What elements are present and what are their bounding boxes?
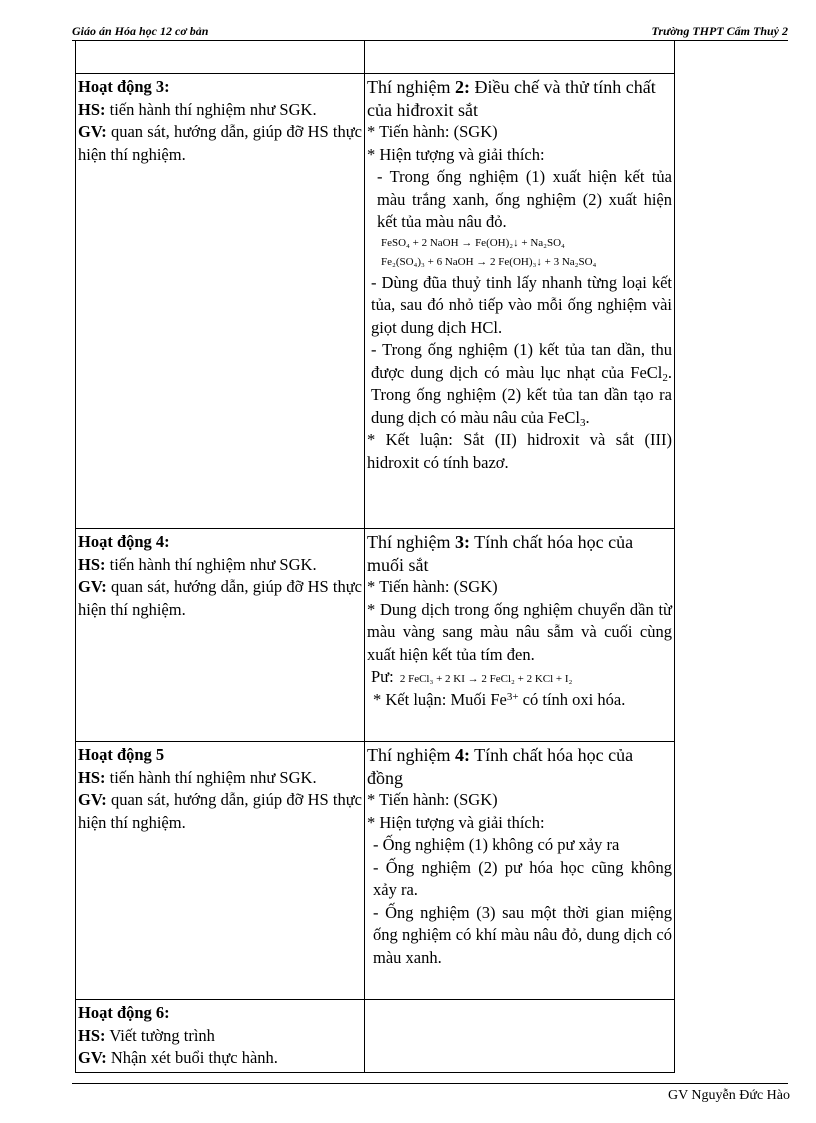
observation-text: - Ống nghiệm (1) không có pư xảy ra xyxy=(373,835,620,854)
experiment-title-b: Tính chất hóa học của muối sắt xyxy=(367,532,634,575)
procedure-text: * Tiến hành: (SGK) xyxy=(367,122,498,141)
experiment-num: 3: xyxy=(455,532,470,552)
phenomenon-heading: * Hiện tượng và giải thích: xyxy=(367,144,545,164)
activity-title: Hoạt động 5 xyxy=(78,745,165,764)
observation-text: - Trong ống nghiệm (1) xuất hiện kết tủa màu trắng xanh, ống nghiệm (2) xuất hiện kết tủa màu nâu đỏ. xyxy=(377,167,672,231)
footer-divider xyxy=(72,1083,788,1084)
gv-text: quan sát, hướng dẫn, giúp đỡ HS thực hiện thí nghiệm. xyxy=(78,790,362,832)
procedure-step-text: - Dùng đũa thuỷ tinh lấy nhanh từng loại kết tủa, sau đó nhỏ tiếp vào mỗi ống nghiệm vài giọt dung dịch HCl. xyxy=(371,272,672,337)
header-right: Trường THPT Cẩm Thuỷ 2 xyxy=(651,24,788,38)
result-text: - Trong ống nghiệm (1) kết tủa tan dần, thu được dung dịch có màu lục nhạt của FeCl$_2$. Trong ống nghiệm (2) kết tủa tan dần tạo ra dung dịch có màu nâu của FeCl$_3$. xyxy=(371,340,672,429)
activity-title: Hoạt động 4: xyxy=(78,532,170,551)
activity-cell xyxy=(76,529,365,742)
gv-label: GV: xyxy=(78,577,107,596)
hs-label: HS: xyxy=(78,554,106,574)
table-row xyxy=(76,1000,675,1073)
reaction-equation: 2 FeCl₃ + 2 KI → 2 FeCl₂ + 2 KCl + I₂ xyxy=(399,673,573,685)
conclusion-text: * Kết luận: Sắt (II) hidroxit và sắt (III) hidroxit có tính bazơ. xyxy=(367,430,672,472)
gv-label: GV: xyxy=(78,790,107,809)
experiment-title-a: Thí nghiệm xyxy=(367,745,455,765)
procedure-text: * Tiến hành: (SGK) xyxy=(367,577,498,596)
hs-label: HS: xyxy=(78,767,106,787)
table-row xyxy=(76,529,675,742)
page-header xyxy=(72,24,788,41)
experiment-cell xyxy=(365,742,675,1000)
observation-text: - Ống nghiệm (3) sau một thời gian miệng ống nghiệm có khí màu nâu đỏ, dung dịch có màu xanh. xyxy=(373,902,672,967)
equation-2: Fe₂(SO₄)₃ + 6 NaOH → 2 Fe(OH)₃↓ + 3 Na₂SO₄ xyxy=(381,255,597,268)
activity-cell xyxy=(76,1000,365,1073)
hs-text: tiến hành thí nghiệm như SGK. xyxy=(105,99,317,119)
experiment-title-b: Tính chất hóa học của đồng xyxy=(367,745,634,788)
table-cell xyxy=(76,41,365,74)
experiment-num: 2: xyxy=(455,77,470,97)
table-row xyxy=(76,74,675,529)
table-row xyxy=(76,41,675,74)
experiment-title-a: Thí nghiệm xyxy=(367,77,455,97)
header-left: Giáo án Hóa học 12 cơ bản xyxy=(72,24,209,38)
gv-text: quan sát, hướng dẫn, giúp đỡ HS thực hiện thí nghiệm. xyxy=(78,577,362,619)
table-row xyxy=(76,742,675,1000)
hs-label: HS: xyxy=(78,99,106,119)
experiment-num: 4: xyxy=(455,745,470,765)
hs-label: HS: xyxy=(78,1025,106,1045)
hs-text: tiến hành thí nghiệm như SGK. xyxy=(105,767,317,787)
gv-text: quan sát, hướng dẫn, giúp đỡ HS thực hiện thí nghiệm. xyxy=(78,122,362,164)
table-cell xyxy=(365,41,675,74)
observation-text: * Dung dịch trong ống nghiệm chuyển dần từ màu vàng sang màu nâu sẫm và cuối cùng xuất hiện kết tủa tím đen. xyxy=(367,599,672,664)
experiment-cell xyxy=(365,74,675,529)
page-footer: GV Nguyễn Đức Hào xyxy=(667,1088,790,1103)
hs-text: tiến hành thí nghiệm như SGK. xyxy=(105,554,317,574)
observation-text: - Ống nghiệm (2) pư hóa học cũng không xảy ra. xyxy=(373,857,672,899)
gv-label: GV: xyxy=(78,1048,107,1067)
gv-label: GV: xyxy=(78,122,107,141)
activity-title: Hoạt động 3: xyxy=(78,77,170,96)
procedure-text: * Tiến hành: (SGK) xyxy=(367,790,498,809)
equation-1: FeSO₄ + 2 NaOH → Fe(OH)₂↓ + Na₂SO₄ xyxy=(381,236,565,249)
lesson-table xyxy=(75,40,675,1073)
experiment-title-a: Thí nghiệm xyxy=(367,532,455,552)
hs-text: Viết tường trình xyxy=(105,1025,215,1045)
reaction-line: Pư: 2 FeCl₃ + 2 KI → 2 FeCl₂ + 2 KCl + I₂ xyxy=(371,667,573,686)
gv-text: Nhận xét buổi thực hành. xyxy=(106,1048,278,1067)
activity-title: Hoạt động 6: xyxy=(78,1003,170,1022)
table-cell xyxy=(365,1000,675,1073)
experiment-cell xyxy=(365,529,675,742)
phenomenon-heading: * Hiện tượng và giải thích: xyxy=(367,812,545,832)
conclusion-text: * Kết luận: Muối $Fe^{3+}$ có tính oxi hóa. xyxy=(373,690,626,709)
experiment-title-b: Điều chế và thử tính chất của hiđroxit sắt xyxy=(367,77,656,120)
activity-cell xyxy=(76,742,365,1000)
activity-cell xyxy=(76,74,365,529)
